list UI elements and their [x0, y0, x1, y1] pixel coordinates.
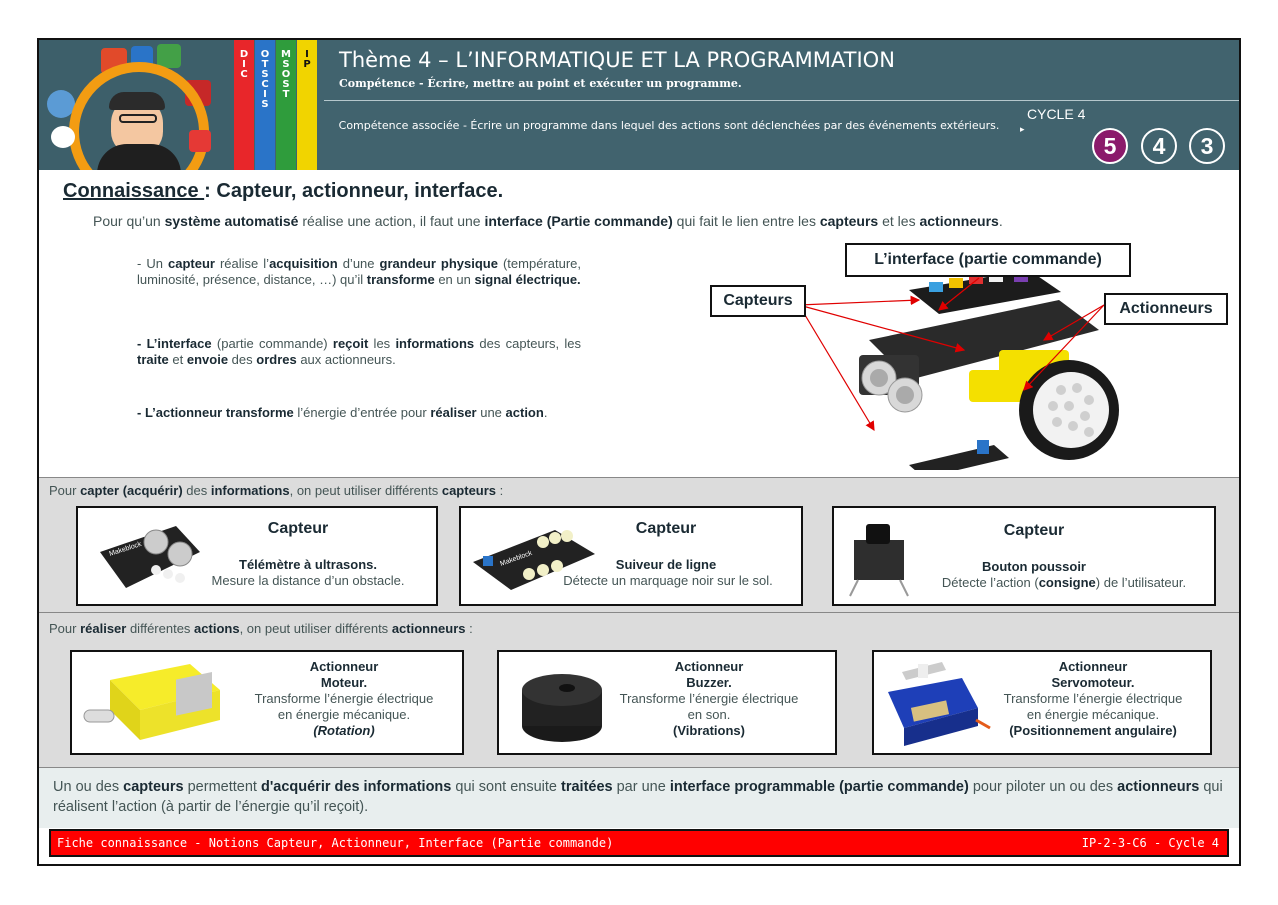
line-follower-port: [977, 440, 989, 454]
competence-text: Compétence - Écrire, mettre au point et exécuter un programme.: [339, 77, 742, 90]
card-desc: Détecte l’action (consigne) de l’utilisateur.: [941, 575, 1187, 590]
stripe-letter: I: [242, 59, 246, 70]
stripe-letter: C: [261, 79, 269, 90]
stripe-letter: D: [239, 49, 249, 60]
stripe-ip: [297, 40, 317, 170]
cycle-arrow-icon: ▸: [1020, 124, 1025, 134]
knowledge-heading-label: Connaissance: [63, 180, 205, 202]
avatar-hair: [109, 92, 165, 110]
stripe-letter: T: [282, 89, 290, 100]
footer-reference: IP-2-3-C6 - Cycle 4: [1081, 836, 1219, 850]
stripe-msost: [276, 40, 296, 170]
stripe-letter: S: [282, 79, 290, 90]
knowledge-heading: [63, 180, 503, 203]
sensor-card-ultrasonic: [76, 506, 438, 606]
svg-text:Makeblock: Makeblock: [108, 540, 143, 558]
sensor-card-button: [832, 506, 1216, 606]
sensors-section: [39, 477, 1239, 612]
sensors-intro: Pour capter (acquérir) des informations, on peut utiliser différents capteurs :: [49, 483, 504, 498]
panda-icon: [51, 126, 75, 148]
line-follower-board: [909, 445, 1009, 470]
actuators-callout: Actionneurs: [1104, 293, 1228, 325]
actuator-card-motor: [70, 650, 464, 755]
stripe-letter: C: [240, 69, 248, 80]
motor-icon: [80, 660, 230, 750]
actuators-intro: Pour réaliser différentes actions, on peut utiliser différents actionneurs :: [49, 621, 473, 636]
board-port: [929, 282, 943, 292]
stripe-dic: [234, 40, 254, 170]
actuator-card-servo: [872, 650, 1212, 755]
knowledge-intro: Pour qu’un système automatisé réalise une action, il faut une interface (Partie commande) qui fait le lien entre les capteurs et les actionneurs.: [93, 213, 1003, 229]
sensors-callout: Capteurs: [710, 285, 806, 317]
stripe-letter: I: [263, 89, 267, 100]
stripe-otscis: [255, 40, 275, 170]
card-title: Capteur: [635, 520, 697, 537]
stripe-letter: I: [305, 49, 309, 60]
board-port: [949, 278, 963, 288]
cycle-label: CYCLE 4: [1027, 106, 1086, 122]
ultrasonic-eye-inner: [870, 369, 888, 387]
header-divider: [324, 100, 1239, 101]
competence-associee: Compétence associée - Écrire un programme dans lequel des actions sont déclenchées par des événements extérieurs.: [338, 119, 1000, 132]
interface-callout: L’interface (partie commande): [845, 243, 1131, 277]
robot-illustration: [799, 260, 1129, 470]
card-name: Bouton poussoir: [982, 559, 1086, 574]
summary-text: Un ou des capteurs permettent d'acquérir des informations qui sont ensuite traitées par une interface programmable (partie commande) pour piloter un ou des actionneurs qui réalisent l’action (à partir de l’énergie qu’il reçoit).: [53, 779, 1223, 815]
card-name: Suiveur de ligne: [615, 557, 717, 572]
servo-icon: [882, 658, 992, 753]
stripe-letter: P: [303, 59, 311, 70]
header-banner: [39, 40, 1239, 170]
stripe-letter: T: [261, 59, 269, 70]
actuator-card-buzzer: [497, 650, 837, 755]
svg-text:Makeblock: Makeblock: [499, 549, 534, 568]
level-4-badge: 4: [1141, 128, 1177, 164]
discipline-stripes: [234, 40, 322, 170]
stripe-letter: S: [261, 99, 269, 110]
card-name: Télémètre à ultrasons.: [239, 557, 377, 572]
stripe-letter: S: [282, 59, 290, 70]
footer-bar: [49, 829, 1229, 857]
header-illustration: [39, 40, 239, 170]
card-title: Capteur: [1003, 522, 1065, 539]
footer-title: Fiche connaissance - Notions Capteur, Actionneur, Interface (Partie commande): [57, 836, 614, 850]
push-button-icon: [840, 518, 920, 598]
stripe-letter: O: [281, 69, 291, 80]
stripe-letter: O: [260, 49, 270, 60]
card-desc: Mesure la distance d’un obstacle.: [211, 573, 405, 588]
point-actionneur: - L’actionneur transforme l’énergie d’entrée pour réaliser une action.: [137, 405, 548, 420]
card-desc: Détecte un marquage noir sur le sol.: [563, 573, 773, 588]
sensor-card-line-follower: [459, 506, 803, 606]
stripe-letter: M: [281, 49, 291, 60]
summary-box: [39, 767, 1239, 828]
point-interface: - L’interface (partie commande) reçoit les informations des capteurs, les traite et envoie des ordres aux actionneurs.: [137, 336, 582, 367]
app-tile-icon: [189, 130, 211, 152]
buzzer-text: Actionneur Buzzer. Transforme l’énergie électrique en son. (Vibrations): [619, 659, 799, 738]
level-3-badge: 3: [1189, 128, 1225, 164]
card-title: Capteur: [267, 520, 329, 537]
theme-title: Thème 4 – L’INFORMATIQUE ET LA PROGRAMMATION: [339, 48, 895, 72]
servo-text: Actionneur Servomoteur. Transforme l’énergie électrique en énergie mécanique. (Positionnement angulaire): [1003, 659, 1183, 738]
ultrasonic-eye-inner: [896, 386, 914, 404]
point-capteur: - Un capteur réalise l’acquisition d’une grandeur physique (température, luminosité, présence, distance, …) qu’il transforme en un signal électrique.: [137, 256, 581, 287]
stripe-letter: S: [261, 69, 269, 80]
avatar-glasses: [119, 114, 157, 123]
actuators-section: [39, 612, 1239, 768]
worksheet-frame: [37, 38, 1241, 866]
level-5-badge: 5: [1092, 128, 1128, 164]
knowledge-heading-text: : Capteur, actionneur, interface.: [204, 180, 504, 202]
app-tile-icon: [157, 44, 181, 68]
motor-text: Actionneur Moteur. Transforme l’énergie électrique en énergie mécanique. (Rotation): [254, 659, 434, 738]
